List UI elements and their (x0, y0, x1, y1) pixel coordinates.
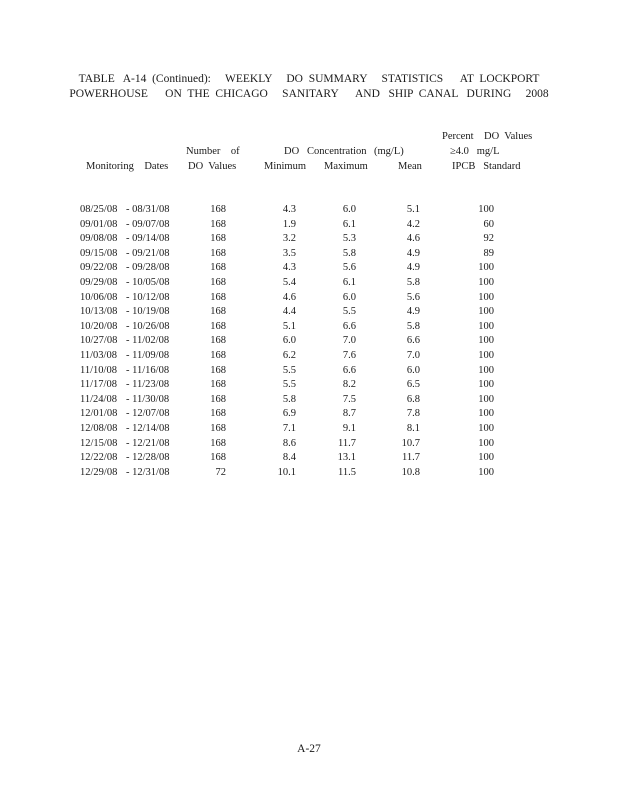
cell-number-of-values: 168 (210, 320, 226, 332)
cell-start-date: 10/06/08 (80, 291, 118, 303)
table-row (0, 291, 618, 306)
cell-number-of-values: 72 (215, 466, 226, 478)
cell-end-date: - 11/30/08 (126, 393, 170, 405)
cell-mean: 4.9 (406, 247, 420, 259)
cell-percent-standard: 100 (478, 393, 494, 405)
cell-minimum: 8.6 (282, 437, 296, 449)
header-minimum: Minimum (264, 161, 307, 172)
page-number: A-27 (297, 743, 321, 755)
table-body (0, 203, 618, 480)
cell-start-date: 10/13/08 (80, 306, 118, 318)
table-row (0, 378, 618, 393)
header-maximum: Maximum (324, 161, 368, 172)
table-row (0, 407, 618, 422)
cell-minimum: 3.5 (282, 247, 296, 259)
cell-number-of-values: 168 (210, 276, 226, 288)
header-threshold: ≥4.0 mg/L (450, 146, 500, 157)
cell-percent-standard: 89 (483, 247, 494, 259)
table-row (0, 203, 618, 218)
table-row (0, 422, 618, 437)
cell-maximum: 6.1 (342, 276, 356, 288)
table-row (0, 466, 618, 481)
cell-end-date: - 10/05/08 (126, 276, 170, 288)
cell-minimum: 5.1 (282, 320, 296, 332)
cell-end-date: - 09/14/08 (126, 233, 170, 245)
cell-maximum: 7.5 (342, 393, 356, 405)
cell-maximum: 5.3 (342, 233, 356, 245)
cell-percent-standard: 100 (478, 349, 494, 361)
cell-mean: 7.8 (406, 408, 420, 420)
cell-maximum: 5.5 (342, 306, 356, 318)
table-row (0, 305, 618, 320)
cell-end-date: - 12/31/08 (126, 466, 170, 478)
cell-number-of-values: 168 (210, 335, 226, 347)
table-title-line-1: TABLE A-14 (Continued): WEEKLY DO SUMMARY STATISTICS AT LOCKPORT (78, 73, 540, 85)
cell-maximum: 6.0 (342, 204, 356, 215)
cell-end-date: - 12/28/08 (126, 452, 170, 464)
cell-number-of-values: 168 (210, 422, 226, 434)
cell-maximum: 5.8 (342, 247, 356, 259)
cell-mean: 10.7 (401, 437, 420, 449)
cell-start-date: 11/17/08 (80, 379, 117, 391)
cell-percent-standard: 100 (478, 291, 494, 303)
cell-start-date: 09/01/08 (80, 218, 118, 230)
cell-end-date: - 10/12/08 (126, 291, 170, 303)
cell-mean: 6.6 (406, 335, 420, 347)
cell-percent-standard: 92 (483, 233, 494, 245)
cell-minimum: 5.5 (282, 364, 296, 376)
cell-start-date: 08/25/08 (80, 204, 118, 215)
cell-maximum: 5.6 (342, 262, 356, 274)
cell-percent-standard: 100 (478, 422, 494, 434)
cell-mean: 8.1 (406, 422, 420, 434)
table-title-line-2: POWERHOUSE ON THE CHICAGO SANITARY AND SHIP CANAL DURING 2008 (69, 88, 549, 100)
table-row (0, 247, 618, 262)
cell-percent-standard: 100 (478, 204, 494, 215)
cell-percent-standard: 100 (478, 364, 494, 376)
cell-minimum: 4.3 (282, 262, 296, 274)
cell-mean: 6.0 (406, 364, 420, 376)
cell-number-of-values: 168 (210, 262, 226, 274)
cell-minimum: 6.2 (282, 349, 296, 361)
cell-minimum: 4.6 (282, 291, 296, 303)
cell-number-of-values: 168 (210, 349, 226, 361)
cell-start-date: 12/22/08 (80, 452, 118, 464)
cell-end-date: - 11/09/08 (126, 349, 170, 361)
cell-percent-standard: 60 (483, 218, 494, 230)
cell-percent-standard: 100 (478, 408, 494, 420)
cell-mean: 5.1 (406, 204, 420, 215)
cell-maximum: 11.7 (338, 437, 356, 449)
cell-end-date: - 11/16/08 (126, 364, 170, 376)
table-row (0, 437, 618, 452)
cell-maximum: 7.6 (342, 349, 356, 361)
cell-percent-standard: 100 (478, 452, 494, 464)
cell-mean: 5.8 (406, 276, 420, 288)
cell-minimum: 8.4 (282, 452, 296, 464)
cell-maximum: 13.1 (337, 452, 356, 464)
cell-start-date: 12/01/08 (80, 408, 118, 420)
cell-minimum: 6.9 (282, 408, 296, 420)
cell-number-of-values: 168 (210, 379, 226, 391)
cell-end-date: - 09/07/08 (126, 218, 170, 230)
cell-minimum: 4.3 (282, 204, 296, 215)
header-monitoring-dates: Monitoring Dates (86, 161, 169, 172)
cell-minimum: 10.1 (277, 466, 296, 478)
table-row (0, 276, 618, 291)
cell-end-date: - 09/21/08 (126, 247, 170, 259)
cell-number-of-values: 168 (210, 233, 226, 245)
header-percent-do-values: Percent DO Values (442, 131, 533, 142)
cell-end-date: - 11/23/08 (126, 379, 170, 391)
cell-start-date: 12/29/08 (80, 466, 118, 478)
cell-maximum: 11.5 (338, 466, 356, 478)
cell-percent-standard: 100 (478, 335, 494, 347)
cell-mean: 4.9 (406, 262, 420, 274)
cell-percent-standard: 100 (478, 262, 494, 274)
cell-mean: 5.6 (406, 291, 420, 303)
table-row (0, 364, 618, 379)
table-row (0, 451, 618, 466)
cell-maximum: 6.1 (342, 218, 356, 230)
cell-number-of-values: 168 (210, 452, 226, 464)
cell-start-date: 09/29/08 (80, 276, 118, 288)
cell-start-date: 09/15/08 (80, 247, 118, 259)
cell-number-of-values: 168 (210, 247, 226, 259)
cell-percent-standard: 100 (478, 320, 494, 332)
cell-end-date: - 12/07/08 (126, 408, 170, 420)
cell-percent-standard: 100 (478, 306, 494, 318)
cell-mean: 6.8 (406, 393, 420, 405)
cell-mean: 5.8 (406, 320, 420, 332)
cell-end-date: - 12/14/08 (126, 422, 170, 434)
cell-number-of-values: 168 (210, 218, 226, 230)
header-number-of: Number of (186, 146, 240, 157)
cell-mean: 6.5 (406, 379, 420, 391)
cell-mean: 4.2 (406, 218, 420, 230)
cell-end-date: - 11/02/08 (126, 335, 170, 347)
cell-maximum: 6.0 (342, 291, 356, 303)
table-row (0, 261, 618, 276)
cell-maximum: 8.7 (342, 408, 356, 420)
cell-minimum: 3.2 (282, 233, 296, 245)
cell-mean: 10.8 (401, 466, 420, 478)
cell-start-date: 12/08/08 (80, 422, 118, 434)
cell-end-date: - 08/31/08 (126, 204, 170, 215)
cell-mean: 11.7 (402, 452, 420, 464)
cell-start-date: 11/10/08 (80, 364, 117, 376)
cell-mean: 4.6 (406, 233, 420, 245)
cell-minimum: 5.5 (282, 379, 296, 391)
header-mean: Mean (398, 161, 422, 172)
cell-start-date: 10/27/08 (80, 335, 118, 347)
table-row (0, 320, 618, 335)
cell-minimum: 5.4 (282, 276, 296, 288)
cell-number-of-values: 168 (210, 306, 226, 318)
table-row (0, 218, 618, 233)
cell-minimum: 7.1 (282, 422, 296, 434)
cell-start-date: 12/15/08 (80, 437, 118, 449)
cell-end-date: - 09/28/08 (126, 262, 170, 274)
cell-number-of-values: 168 (210, 204, 226, 215)
header-do-values: DO Values (188, 161, 237, 172)
cell-maximum: 6.6 (342, 364, 356, 376)
cell-end-date: - 10/19/08 (126, 306, 170, 318)
cell-minimum: 5.8 (282, 393, 296, 405)
cell-maximum: 8.2 (342, 379, 356, 391)
cell-end-date: - 12/21/08 (126, 437, 170, 449)
cell-number-of-values: 168 (210, 408, 226, 420)
cell-start-date: 11/03/08 (80, 349, 117, 361)
cell-maximum: 6.6 (342, 320, 356, 332)
cell-minimum: 6.0 (282, 335, 296, 347)
cell-minimum: 4.4 (282, 306, 296, 318)
table-row (0, 393, 618, 408)
cell-maximum: 9.1 (342, 422, 356, 434)
cell-end-date: - 10/26/08 (126, 320, 170, 332)
cell-number-of-values: 168 (210, 364, 226, 376)
table-row (0, 349, 618, 364)
cell-mean: 7.0 (406, 349, 420, 361)
table-row (0, 232, 618, 247)
cell-maximum: 7.0 (342, 335, 356, 347)
cell-start-date: 11/24/08 (80, 393, 117, 405)
cell-minimum: 1.9 (282, 218, 296, 230)
cell-mean: 4.9 (406, 306, 420, 318)
header-do-concentration: DO Concentration (284, 146, 367, 157)
header-units: (mg/L) (374, 146, 404, 157)
cell-percent-standard: 100 (478, 379, 494, 391)
cell-number-of-values: 168 (210, 291, 226, 303)
cell-start-date: 09/08/08 (80, 233, 118, 245)
table-row (0, 334, 618, 349)
cell-percent-standard: 100 (478, 276, 494, 288)
header-ipcb-standard: IPCB Standard (452, 161, 521, 172)
cell-start-date: 10/20/08 (80, 320, 118, 332)
cell-percent-standard: 100 (478, 466, 494, 478)
cell-number-of-values: 168 (210, 393, 226, 405)
cell-number-of-values: 168 (210, 437, 226, 449)
cell-start-date: 09/22/08 (80, 262, 118, 274)
cell-percent-standard: 100 (478, 437, 494, 449)
